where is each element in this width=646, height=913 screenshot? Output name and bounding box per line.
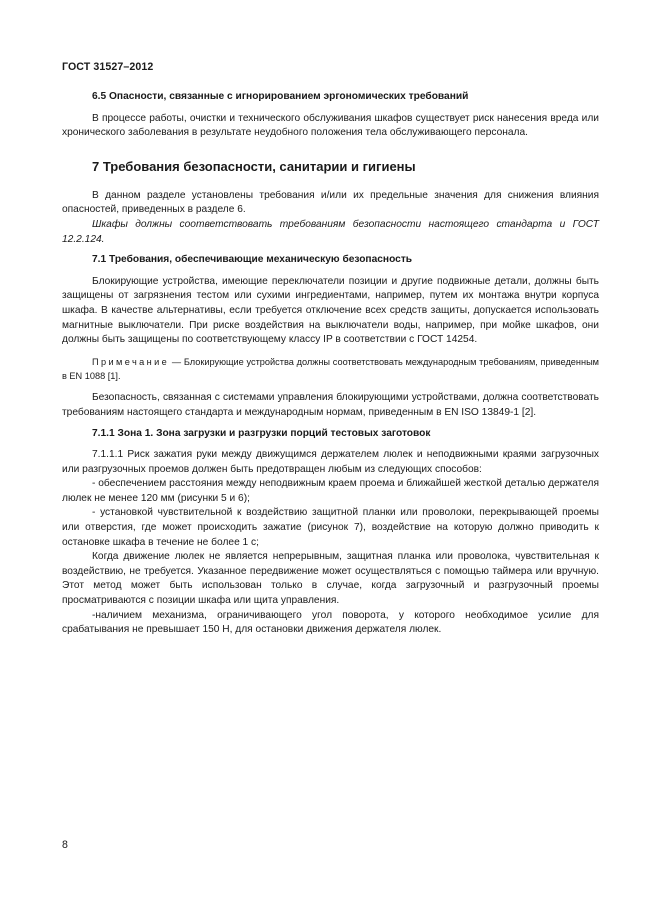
note-text: — Блокирующие устройства должны соответствовать международным требованиям, приведенным в EN 1088 [1]. — [62, 356, 599, 381]
note-label: Примечание — [92, 356, 170, 367]
paragraph-7-2: Шкафы должны соответствовать требованиям безопасности настоящего стандарта и ГОСТ 12.2.124. — [62, 218, 599, 245]
paragraph-7-1-1-1-d: -наличием механизма, ограничивающего угол поворота, у которого необходимое усилие для срабатывания не превышает 150 Н, для остановки движения держателя люлек. — [62, 609, 599, 636]
page-number: 8 — [62, 839, 68, 851]
paragraph-7-1-1-1: 7.1.1.1 Риск зажатия руки между движущимся держателем люлек и неподвижными краями загрузочных или разгрузочных проемов должен быть предотвращен любым из следующих способов: — [62, 449, 599, 475]
document-body — [62, 90, 599, 638]
document-code-header: ГОСТ 31527–2012 — [62, 61, 154, 73]
paragraph-7-1-1-1-a: - обеспечением расстояния между неподвижным краем проема и ближайшей жесткой деталью держателя люлек не менее 120 мм (рисунки 5 и 6); — [62, 478, 599, 504]
heading-7-1-1: 7.1.1 Зона 1. Зона загрузки и разгрузки порций тестовых заготовок — [92, 427, 431, 439]
paragraph-7-1: В данном разделе установлены требования и/или их предельные значения для снижения влияния опасностей, приведенных в разделе 6. — [62, 189, 599, 216]
heading-7-1: 7.1 Требования, обеспечивающие механическую безопасность — [92, 254, 413, 266]
paragraph-7-1-1: Блокирующие устройства, имеющие переключатели позиции и другие подвижные детали, должны быть защищены от загрязнения тестом или сухими ингредиентами, например, путем их монтажа внутри корпуса шкафа. В качестве альтернативы, если требуется отключение всех средств защиты, допускается использовать магнитные выключатели. При риске воздействия на выключатели воды, например, при мойке шкафов, они должны быть защищены по соответствующему классу IP в соответствии с ГОСТ 14254. — [62, 275, 599, 346]
note — [62, 356, 599, 384]
paragraph-7-1-2: Безопасность, связанная с системами управления блокирующими устройствами, должна соответствовать требованиям настоящего стандарта и международным нормам, приведенным в EN ISO 13849-1 [2]. — [62, 392, 599, 418]
paragraph-7-1-1-1-c: Когда движение люлек не является непрерывным, защитная планка или проволока, чувствительная к воздействию, не требуется. Указанное передвижение может осуществляться с помощью таймера или вручную. Этот метод может быть использован только в случае, когда загрузочный и разгрузочный проемы просматриваются с позиции шкафа или щита управления. — [62, 551, 599, 607]
paragraph-6-5: В процессе работы, очистки и технического обслуживания шкафов существует риск нанесения вреда или хронического заболевания в результате неудобного положения тела обслуживающего персонала. — [62, 112, 599, 139]
heading-6-5: 6.5 Опасности, связанные с игнорированием эргономических требований — [92, 91, 469, 102]
heading-7: 7 Требования безопасности, санитарии и гигиены — [92, 158, 416, 174]
paragraph-7-1-1-1-b: - установкой чувствительной к воздействию защитной планки или проволоки, перекрывающей проемы или отверстия, где может происходить зажатие (рисунок 7), воздействие на которую должно приводить к остановке шкафа в течение не более 1 с; — [62, 507, 599, 548]
